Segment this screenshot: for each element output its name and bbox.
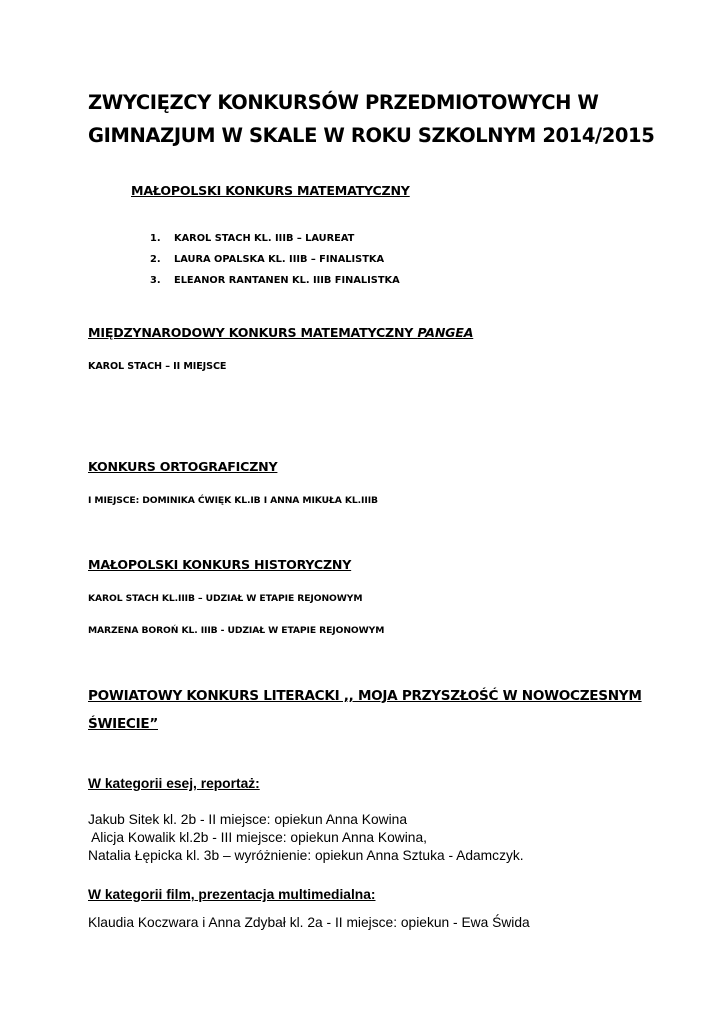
- page-title: [88, 86, 688, 152]
- list-item: Alicja Kowalik kl.2b - III miejsce: opiekun Anna Kowina,: [88, 830, 427, 845]
- title-line-2: GIMNAZJUM W SKALE W ROKU SZKOLNYM 2014/2015: [88, 124, 655, 147]
- orthography-heading: KONKURS ORTOGRAFICZNY: [88, 459, 278, 474]
- history-result-2: MARZENA BOROŃ KL. IIIB - UDZIAŁ W ETAPIE REJONOWYM: [88, 625, 385, 636]
- literary-heading: [88, 682, 688, 738]
- math-winners-list: [150, 228, 400, 291]
- list-item: Natalia Łępicka kl. 3b – wyróżnienie: opiekun Anna Sztuka - Adamczyk.: [88, 848, 524, 863]
- pangea-result: KAROL STACH – II MIEJSCE: [88, 361, 227, 372]
- list-item: Klaudia Koczwara i Anna Zdybał kl. 2a - II miejsce: opiekun - Ewa Świda: [88, 915, 530, 930]
- category-essay-heading: W kategorii esej, reportaż:: [88, 776, 260, 791]
- title-line-1: ZWYCIĘZCY KONKURSÓW PRZEDMIOTOWYCH W: [88, 91, 599, 114]
- math-contest-heading: MAŁOPOLSKI KONKURS MATEMATYCZNY: [131, 183, 410, 198]
- history-result-1: KAROL STACH KL.IIIB – UDZIAŁ W ETAPIE REJONOWYM: [88, 593, 363, 604]
- list-item: Jakub Sitek kl. 2b - II miejsce: opiekun Anna Kowina: [88, 812, 408, 827]
- category-film-heading: W kategorii film, prezentacja multimedialna:: [88, 887, 376, 902]
- list-item: 2. LAURA OPALSKA KL. IIIB – FINALISTKA: [150, 254, 385, 265]
- literary-heading-line-2: ŚWIECIE”: [88, 716, 158, 732]
- literary-heading-line-1: POWIATOWY KONKURS LITERACKI ,, MOJA PRZYSZŁOŚĆ W NOWOCZESNYM: [88, 688, 642, 704]
- orthography-result: I MIEJSCE: DOMINIKA ĆWIĘK KL.IB I ANNA MIKUŁA KL.IIIB: [88, 495, 378, 506]
- list-item: 1. KAROL STACH KL. IIIB – LAUREAT: [150, 233, 355, 244]
- history-heading: MAŁOPOLSKI KONKURS HISTORYCZNY: [88, 557, 352, 572]
- list-item: 3. ELEANOR RANTANEN KL. IIIB FINALISTKA: [150, 275, 400, 286]
- pangea-heading: MIĘDZYNARODOWY KONKURS MATEMATYCZNY PANGEA: [88, 325, 474, 340]
